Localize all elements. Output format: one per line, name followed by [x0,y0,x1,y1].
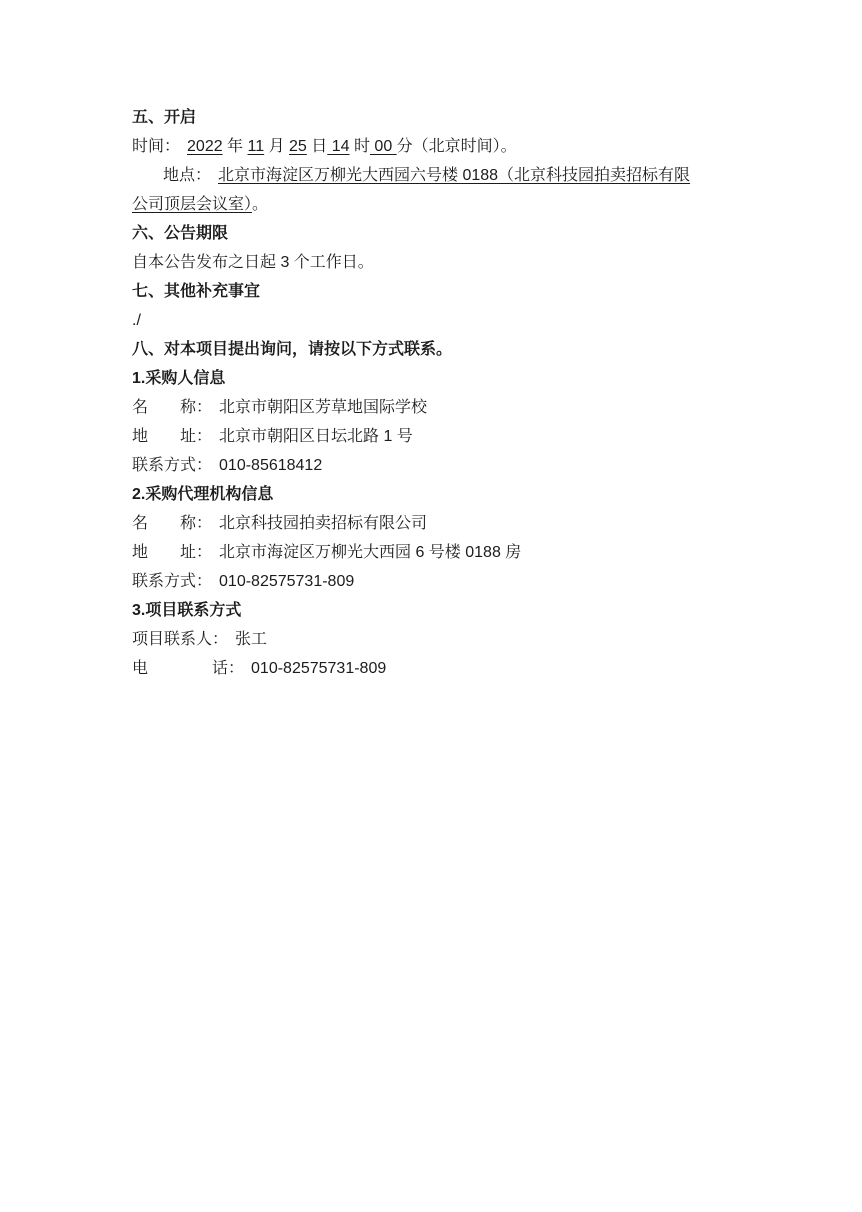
field-label: 地 址： [132,544,213,561]
place-label: 地点： [163,167,212,184]
purchaser-info-heading: 1.采购人信息 [132,370,226,387]
field-value: 北京市朝阳区芳草地国际学校 [219,399,428,416]
project-contact-person-row [132,625,744,654]
place-underlined-line2: 公司顶层会议室） [132,196,253,213]
place-underlined-line1: 北京市海淀区万柳光大西园六号楼 0188（北京科技园拍卖招标有限 [218,167,691,184]
field-label: 电 话： [132,660,245,677]
field-label: 名 称： [132,399,213,416]
time-day-underlined: 25 [289,138,307,155]
time-day-unit: 日 [306,138,328,155]
time-hour-underlined: 14 [327,138,350,155]
field-value: 010-82575731-809 [219,573,355,590]
field-label: 联系方式： [132,457,213,474]
field-value: 张工 [235,631,268,648]
field-value: 北京市朝阳区日坛北路 1 号 [219,428,413,445]
purchaser-name-row [132,393,744,422]
field-label: 联系方式： [132,573,213,590]
field-label: 名 称： [132,515,213,532]
agency-address-row [132,538,744,567]
section-8-heading: 八、对本项目提出询问，请按以下方式联系。 [132,341,453,358]
agency-info-heading: 2.采购代理机构信息 [132,486,274,503]
agency-contact-row [132,567,744,596]
announcement-period-line: 自本公告发布之日起 3 个工作日。 [132,254,374,271]
section-7-heading: 七、其他补充事宜 [132,283,261,300]
purchaser-contact-row [132,451,744,480]
section-5-heading: 五、开启 [132,109,197,126]
time-year-underlined: 2022 [187,138,223,155]
time-label: 时间： [132,138,181,155]
time-hour-unit: 时 [349,138,370,155]
field-value: 010-85618412 [219,457,323,474]
time-minute-underlined: 00 [369,138,397,155]
purchaser-address-row [132,422,744,451]
place-period: 。 [252,196,269,213]
agency-name-row [132,509,744,538]
section-6-heading: 六、公告期限 [132,225,229,242]
project-contact-heading: 3.项目联系方式 [132,602,242,619]
time-tail: 分（北京时间）。 [396,138,517,155]
field-value: 北京科技园拍卖招标有限公司 [219,515,428,532]
project-phone-row [132,654,744,683]
field-value: 北京市海淀区万柳光大西园 6 号楼 0188 房 [219,544,522,561]
time-year-unit: 年 [222,138,248,155]
supplementary-placeholder-line: ./ [132,312,141,329]
field-value: 010-82575731-809 [251,660,387,677]
time-month-unit: 月 [264,138,290,155]
field-label: 地 址： [132,428,213,445]
time-month-underlined: 11 [247,138,265,155]
field-label: 项目联系人： [132,631,229,648]
opening-place-line [132,161,744,219]
opening-time-line [132,132,744,161]
